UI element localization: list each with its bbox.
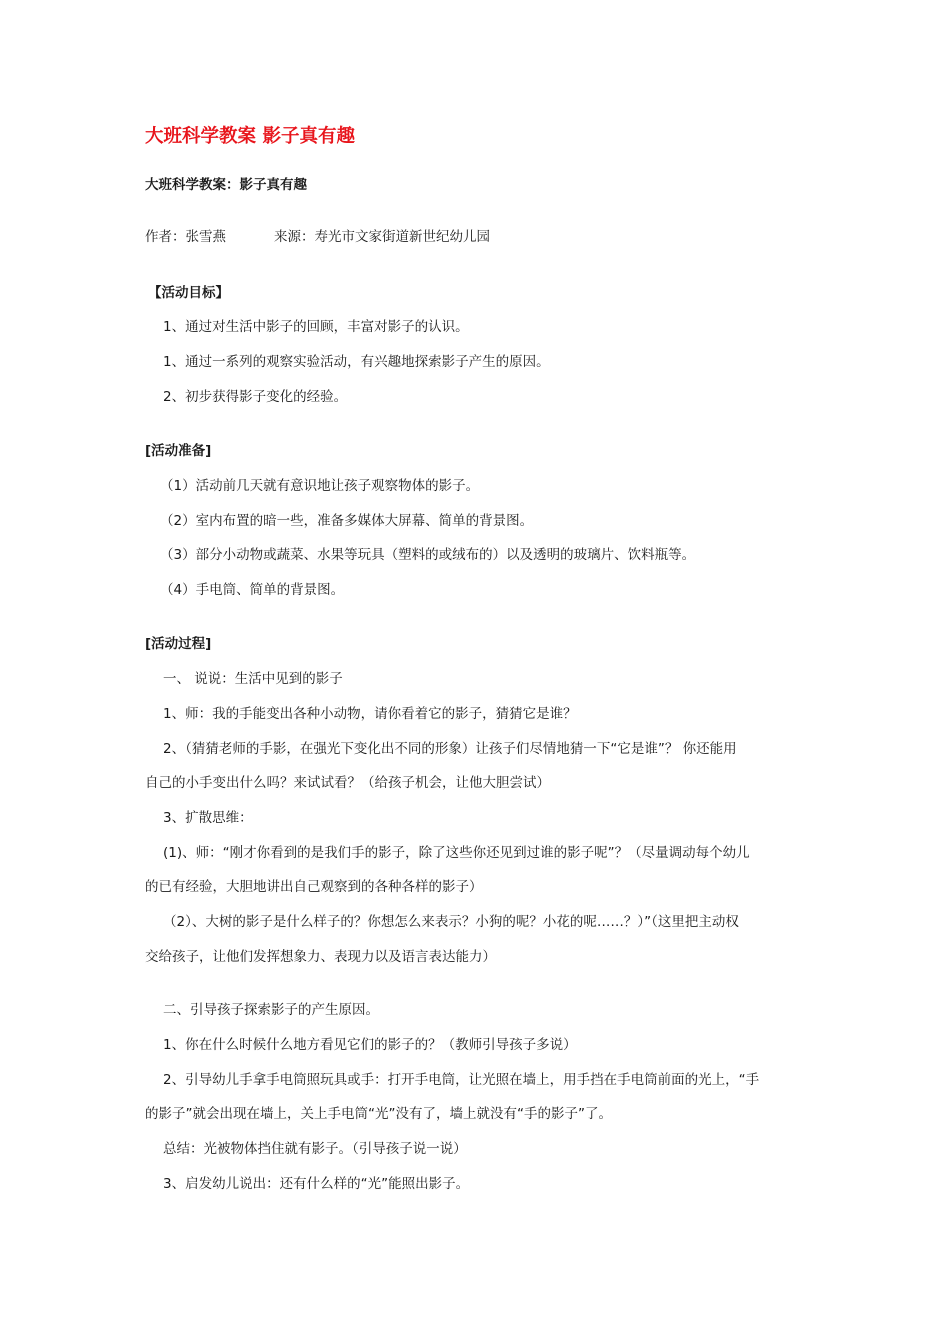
goal-item: 1、通过一系列的观察实验活动，有兴趣地探索影子产生的原因。 [163,354,550,370]
process-line: 3、扩散思维： [163,810,253,826]
document-subtitle: 大班科学教案：影子真有趣 [145,177,307,193]
process-line: 2、引导幼儿手拿手电筒照玩具或手：打开手电筒，让光照在墙上，用手挡在手电筒前面的光上，“手 [163,1072,760,1088]
process-line: 交给孩子，让他们发挥想象力、表现力以及语言表达能力） [145,949,496,965]
process-line: 一、 说说：生活中见到的影子 [163,671,343,687]
goals-heading: 【活动目标】 [148,285,229,301]
goal-item: 1、通过对生活中影子的回顾，丰富对影子的认识。 [163,319,469,335]
process-line: （2）、大树的影子是什么样子的？你想怎么来表示？小狗的呢？小花的呢……？）”（这里把主动权 [163,914,739,930]
process-line: 总结：光被物体挡住就有影子。（引导孩子说一说） [163,1141,467,1157]
preparation-heading: [活动准备] [145,443,212,459]
process-line: 二、引导孩子探索影子的产生原因。 [163,1002,379,1018]
source-text: 来源：寿光市文家街道新世纪幼儿园 [274,229,490,245]
process-line: 自己的小手变出什么吗？来试试看？（给孩子机会，让他大胆尝试） [145,775,550,791]
author-source-line [145,227,490,247]
author-text: 作者：张雪燕 [145,229,226,245]
process-line: 2、（猜猜老师的手影，在强光下变化出不同的形象）让孩子们尽情地猜一下“它是谁”？ 你还能用 [163,741,737,757]
process-heading: [活动过程] [145,636,212,652]
preparation-item: （2）室内布置的暗一些，准备多媒体大屏幕、简单的背景图。 [160,513,534,529]
preparation-item: （4）手电筒、简单的背景图。 [160,582,345,598]
process-line: 1、你在什么时候什么地方看见它们的影子的？（教师引导孩子多说） [163,1037,577,1053]
process-line: 的影子”就会出现在墙上，关上手电筒“光”没有了，墙上就没有“手的影子”了。 [145,1106,612,1122]
document-title: 大班科学教案 影子真有趣 [145,126,355,147]
process-line: 1、师：我的手能变出各种小动物，请你看着它的影子，猜猜它是谁？ [163,706,577,722]
process-line: 的已有经验，大胆地讲出自己观察到的各种各样的影子） [145,879,483,895]
goal-item: 2、初步获得影子变化的经验。 [163,389,348,405]
preparation-item: （3）部分小动物或蔬菜、水果等玩具（塑料的或绒布的）以及透明的玻璃片、饮料瓶等。 [160,547,696,563]
preparation-item: （1）活动前几天就有意识地让孩子观察物体的影子。 [160,478,480,494]
process-line: 3、启发幼儿说出：还有什么样的“光”能照出影子。 [163,1176,470,1192]
process-line: (1)、师：“刚才你看到的是我们手的影子，除了这些你还见到过谁的影子呢”？（尽量调动每个幼儿 [163,845,750,861]
